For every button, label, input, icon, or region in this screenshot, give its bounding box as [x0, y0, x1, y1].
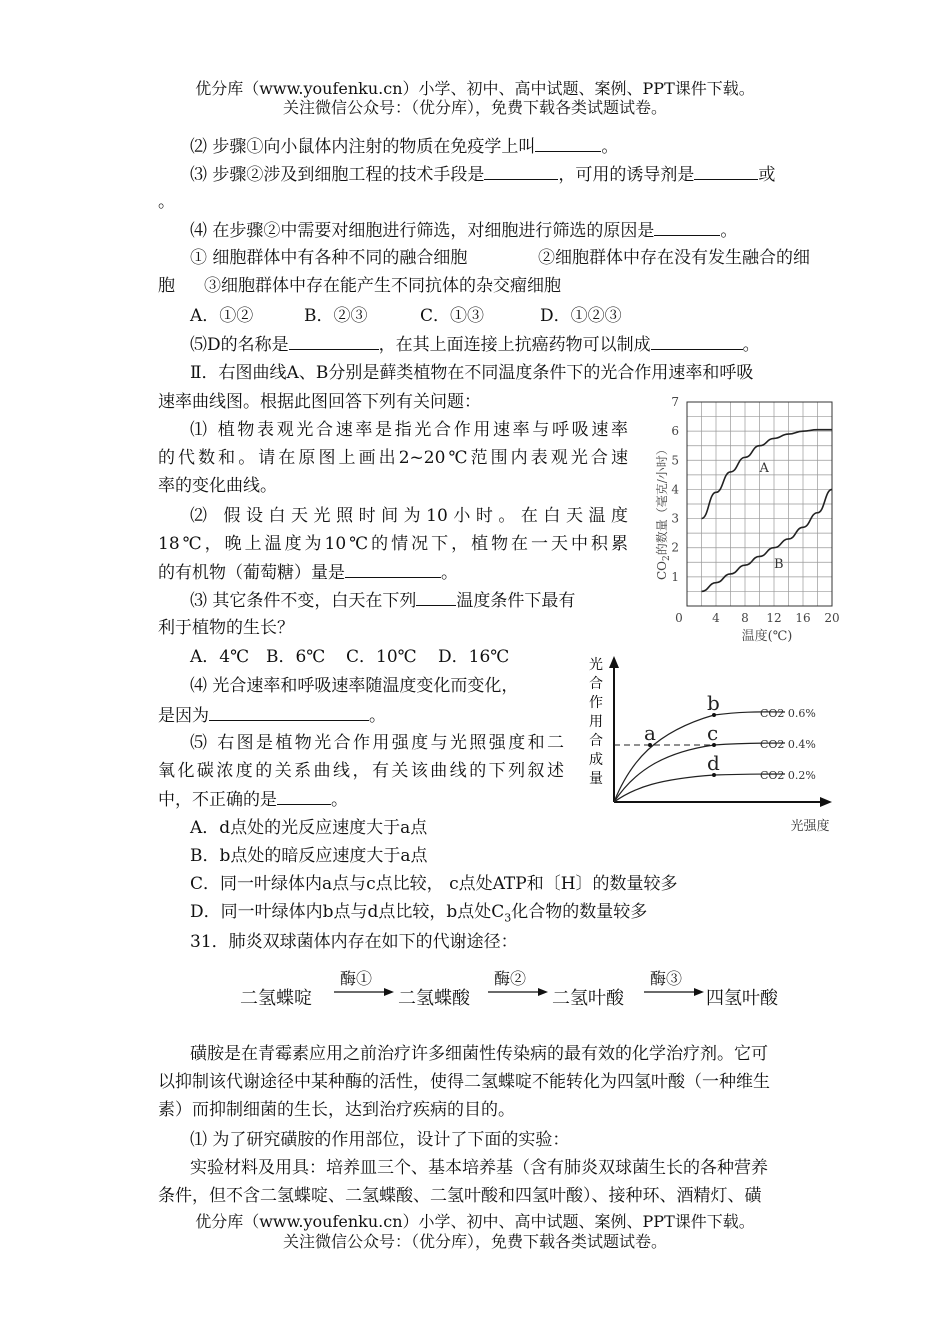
q-part2-5-line1: ⑸ 右图是植物光合作用强度与光照强度和二 — [190, 733, 564, 753]
q-part2-3-line2: 利于植物的生长？ — [158, 618, 294, 638]
x-axis-label: 温度(℃) — [741, 629, 793, 644]
pathway-substrate-3: 二氢叶酸 — [552, 988, 624, 1009]
svg-text:合: 合 — [589, 676, 603, 692]
q-part1-4-item1: ① 细胞群体中有各种不同的融合细胞 — [190, 248, 468, 268]
x-tick-label: 4 — [712, 611, 720, 625]
q31-para-line1: 磺胺是在青霉素应用之前治疗许多细菌性传染病的最有效的化学治疗剂。它可 — [190, 1044, 768, 1064]
q-part2-5-line3: 中，不正确的是 。 — [158, 790, 348, 810]
series-label-0-4: CO2 0.4% — [760, 738, 816, 751]
x-tick-label: 16 — [795, 611, 811, 625]
q-part2-5-option-c[interactable]: C．同一叶绿体内a点与c点比较， c点处ATP和〔H〕的数量较多 — [190, 874, 678, 894]
q-part2-5-line2: 氧化碳浓度的关系曲线，有关该曲线的下列叙述 — [158, 761, 564, 781]
pathway-substrate-2: 二氢蝶酸 — [398, 988, 470, 1009]
q-part1-4-item2: ②细胞群体中存在没有发生融合的细 — [538, 248, 810, 268]
pathway-arrow-3 — [644, 986, 706, 998]
point-b-label: b — [707, 691, 720, 715]
q-part1-4-option-c[interactable]: C．①③ — [420, 306, 485, 326]
pathway-arrow-1 — [334, 986, 396, 998]
q-part2-3-option-c[interactable]: C．10℃ — [346, 647, 417, 667]
y-tick-label: 1 — [671, 569, 679, 584]
x-tick-label: 8 — [741, 611, 749, 625]
answer-blank[interactable] — [277, 789, 331, 805]
pathway-enzyme-1: 酶① — [340, 969, 373, 988]
answer-blank[interactable] — [694, 164, 758, 180]
q-part1-4-item2-cont: 胞 — [158, 276, 175, 296]
y-tick-label: 4 — [671, 482, 679, 497]
x-tick-label: 20 — [824, 611, 840, 625]
curve-b-label: B — [774, 557, 784, 573]
temperature-co2-chart — [640, 390, 855, 655]
q-part2-4-line1: ⑷ 光合速率和呼吸速率随温度变化而变化， — [190, 676, 519, 696]
answer-blank[interactable] — [535, 136, 601, 152]
pathway-substrate-1: 二氢蝶啶 — [240, 988, 312, 1009]
x-axis-arrow — [820, 797, 832, 807]
answer-blank[interactable] — [416, 590, 456, 606]
header-line-2: 关注微信公众号：（优分库），免费下载各类试题试卷。 — [282, 98, 667, 117]
point-c-label: c — [707, 721, 719, 745]
svg-text:合: 合 — [589, 733, 603, 749]
q-part1-3-wrap: 。 — [158, 192, 175, 212]
svg-text:成: 成 — [589, 752, 603, 768]
q-part2-3-option-a[interactable]: A．4℃ — [190, 647, 250, 667]
pathway-enzyme-2: 酶② — [494, 969, 527, 988]
q31-para-line3: 素）而抑制细菌的生长，达到治疗疾病的目的。 — [158, 1100, 515, 1120]
header-line-1: 优分库（www.youfenku.cn）小学、初中、高中试题、案例、PPT课件下载。 — [195, 79, 755, 98]
y-axis-arrow — [609, 656, 619, 668]
y-tick-label: 6 — [671, 424, 679, 439]
svg-text:量: 量 — [589, 771, 603, 787]
pathway-substrate-4: 四氢叶酸 — [706, 988, 778, 1009]
answer-blank[interactable] — [345, 562, 441, 578]
q-part1-2: ⑵ 步骤①向小鼠体内注射的物质在免疫学上叫 。 — [190, 137, 619, 157]
series-label-0-2: CO2 0.2% — [760, 769, 816, 782]
q31-para-line2: 以抑制该代谢途径中某种酶的活性，使得二氢蝶啶不能转化为四氢叶酸（一种维生 — [158, 1072, 770, 1092]
part2-intro-2: 速率曲线图。根据此图回答下列有关问题： — [158, 392, 481, 412]
q-part1-5: ⑸D的名称是 ，在其上面连接上抗癌药物可以制成 。 — [190, 335, 760, 355]
q-part1-4-option-a[interactable]: A．①② — [190, 306, 254, 326]
q-part2-5-option-d[interactable]: D．同一叶绿体内b点与d点比较，b点处$C_3$化合物的数量较多 — [190, 902, 648, 925]
svg-text:作: 作 — [589, 695, 603, 711]
q-part2-1-line1: ⑴ 植物表观光合速率是指光合作用速率与呼吸速率 — [190, 420, 628, 440]
y-tick-label: 5 — [671, 453, 679, 468]
q-part2-1-line3: 率的变化曲线。 — [158, 476, 277, 496]
y-axis-label-vertical — [589, 656, 603, 787]
footer-line-1: 优分库（www.youfenku.cn）小学、初中、高中试题、案例、PPT课件下载。 — [195, 1212, 755, 1231]
pathway-arrow-2 — [488, 986, 550, 998]
q-part2-2-line1: ⑵ 假设白天光照时间为10小时。在白天温度 — [190, 506, 628, 526]
q-part2-5-option-b[interactable]: B．b点处的暗反应速度大于a点 — [190, 846, 428, 866]
x-tick-label: 12 — [766, 611, 782, 625]
y-tick-label: 3 — [671, 511, 679, 526]
answer-blank[interactable] — [654, 220, 720, 236]
light-intensity-chart — [580, 652, 850, 842]
answer-blank[interactable] — [651, 334, 743, 350]
q-part2-3-line1: ⑶ 其它条件不变，白天在下列 温度条件下最有 — [190, 591, 576, 611]
y-tick-label: 2 — [671, 540, 679, 555]
x-tick-labels — [675, 611, 839, 625]
q31-materials-line1: 实验材料及用具：培养皿三个、基本培养基（含有肺炎双球菌生长的各种营养 — [190, 1158, 768, 1178]
answer-blank[interactable] — [484, 164, 558, 180]
curve-a-label: A — [759, 460, 769, 476]
answer-blank[interactable] — [209, 705, 369, 721]
point-d-label: d — [707, 751, 720, 775]
point-a-label: a — [644, 721, 656, 745]
q31-title: 31．肺炎双球菌体内存在如下的代谢途径： — [190, 932, 518, 952]
q-part2-2-line3: 的有机物（葡萄糖）量是 。 — [158, 563, 458, 583]
curve-b — [702, 489, 833, 591]
q-part2-5-option-a[interactable]: A．d点处的光反应速度大于a点 — [190, 818, 428, 838]
q-part2-1-line2: 的代数和。请在原图上画出2~20℃范围内表观光合速 — [158, 448, 628, 468]
footer-line-2: 关注微信公众号：（优分库），免费下载各类试题试卷。 — [282, 1232, 667, 1251]
svg-text:用: 用 — [589, 714, 603, 730]
q-part1-4: ⑷ 在步骤②中需要对细胞进行筛选，对细胞进行筛选的原因是 。 — [190, 221, 738, 241]
q-part1-4-option-d[interactable]: D．①②③ — [540, 306, 622, 326]
metabolic-pathway — [240, 966, 800, 1010]
x-axis-label: 光强度 — [790, 819, 830, 834]
q-part2-4-line2: 是因为 。 — [158, 706, 386, 726]
y-tick-labels — [671, 395, 679, 584]
svg-text:光: 光 — [589, 657, 603, 673]
series-label-0-6: CO2 0.6% — [760, 707, 816, 720]
q-part1-4-option-b[interactable]: B．②③ — [304, 306, 368, 326]
x-tick-label: 0 — [675, 611, 683, 625]
y-tick-label: 7 — [671, 395, 679, 409]
pathway-enzyme-3: 酶③ — [650, 969, 683, 988]
q-part2-2-line2: 18℃，晚上温度为10℃的情况下，植物在一天中积累 — [158, 534, 628, 554]
part2-intro-1: Ⅱ．右图曲线A、B分别是藓类植物在不同温度条件下的光合作用速率和呼吸 — [190, 363, 754, 383]
q-part2-3-option-b[interactable]: B．6℃ — [266, 647, 326, 667]
q-part1-3: ⑶ 步骤②涉及到细胞工程的技术手段是 ，可用的诱导剂是 或 — [190, 165, 776, 185]
y-axis-label: $CO_2$的数量（毫克/小时） — [655, 443, 672, 580]
answer-blank[interactable] — [289, 334, 379, 350]
q31-sub1: ⑴ 为了研究磺胺的作用部位，设计了下面的实验： — [190, 1130, 570, 1150]
q-part2-3-option-d[interactable]: D．16℃ — [438, 647, 510, 667]
q31-materials-line2: 条件，但不含二氢蝶啶、二氢蝶酸、二氢叶酸和四氢叶酸）、接种环、酒精灯、磺 — [158, 1186, 762, 1206]
q-part1-4-item3: ③细胞群体中存在能产生不同抗体的杂交瘤细胞 — [204, 276, 561, 296]
